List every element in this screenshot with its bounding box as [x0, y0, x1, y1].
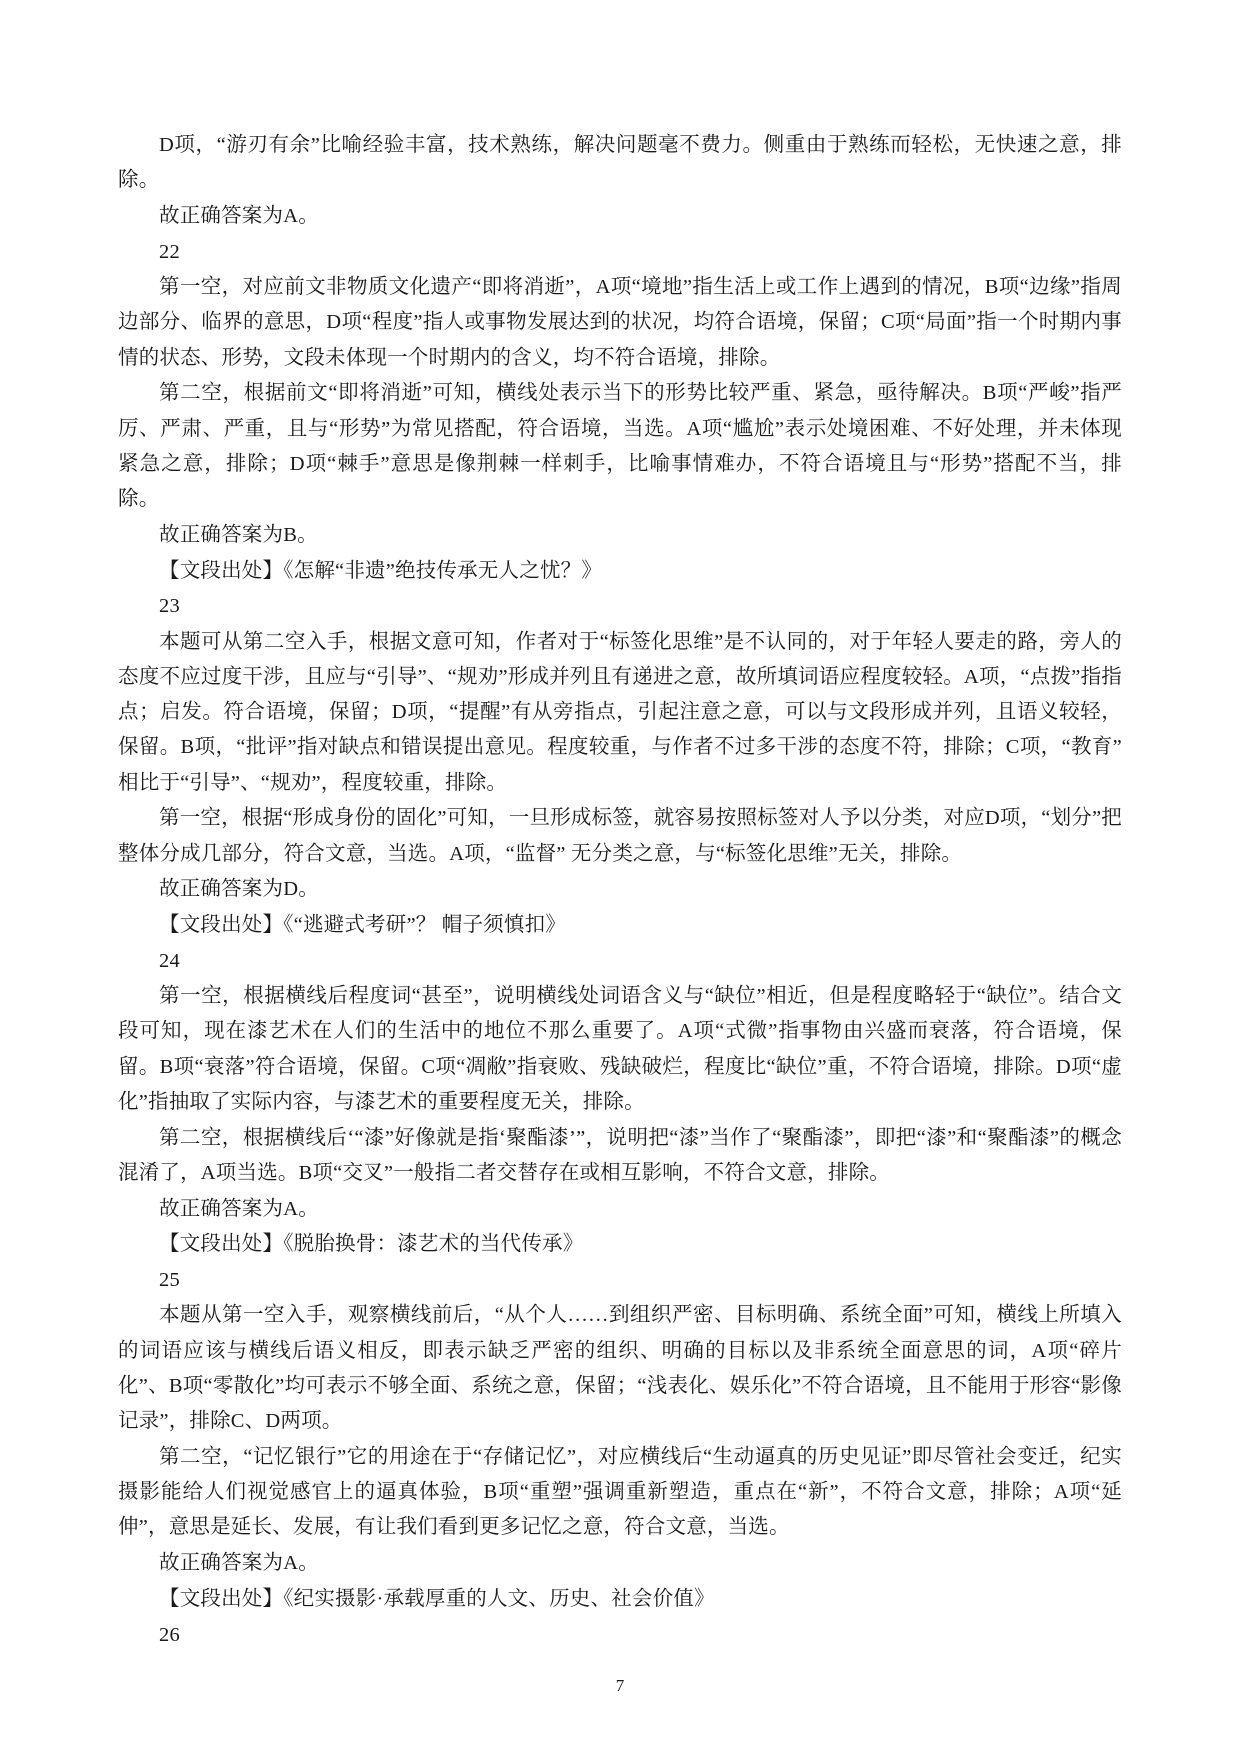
answer-paragraph: 第二空，“记忆银行”它的用途在于“存储记忆”，对应横线后“生动逼真的历史见证”即尽管社会变迁，纪实摄影能给人们视觉感官上的逼真体验，B项“重塑”强调重新塑造，重点在“新”，不符合文意，排除；A项“延伸”，意思是延长、发展，有让我们看到更多记忆之意，符合文意，当选。 — [118, 1445, 1122, 1539]
answer-paragraph: 故正确答案为A。 — [159, 205, 319, 227]
page-number: 7 — [615, 1676, 625, 1695]
document-body — [118, 128, 1122, 1653]
question-number: 26 — [159, 1623, 180, 1646]
source-citation: 【文段出处】《“逃避式考研”？ 帽子须慎扣》 — [159, 914, 566, 936]
answer-paragraph: 故正确答案为A。 — [159, 1552, 319, 1574]
question-number: 22 — [159, 240, 180, 263]
answer-paragraph: 故正确答案为B。 — [159, 523, 318, 546]
answer-paragraph: 第一空，对应前文非物质文化遗产“即将消逝”，A项“境地”指生活上或工作上遇到的情况，B项“边缘”指周边部分、临界的意思，D项“程度”指人或事物发展达到的状况，均符合语境，保留；C项“局面”指一个时期内事情的状态、形势，文段未体现一个时期内的含义，均不符合语境，排除。 — [118, 276, 1122, 369]
answer-paragraph: 本题可从第二空入手，根据文意可知，作者对于“标签化思维”是不认同的，对于年轻人要走的路，旁人的态度不应过度干涉，且应与“引导”、“规劝”形成并列且有递进之意，故所填词语应程度较轻。A项，“点拨”指指点；启发。符合语境，保留；D项，“提醒”有从旁指点，引起注意之意，可以与文段形成并列，且语义较轻，保留。B项，“批评”指对缺点和错误提出意见。程度较重，与作者不过多干涉的态度不符，排除；C项，“教育”相比于“引导”、“规劝”，程度较重，排除。 — [118, 630, 1122, 794]
question-number: 24 — [159, 949, 180, 972]
answer-paragraph: D项，“游刃有余”比喻经验丰富，技术熟练，解决问题毫不费力。侧重由于熟练而轻松，无快速之意，排除。 — [118, 134, 1122, 192]
answer-paragraph: 故正确答案为D。 — [159, 878, 319, 901]
answer-paragraph: 故正确答案为A。 — [159, 1197, 319, 1220]
answer-paragraph: 第二空，根据横线后‘“漆”好像就是指‘聚酯漆’”，说明把“漆”当作了“聚酯漆”，即把“漆”和“聚酯漆”的概念混淆了，A项当选。B项“交叉”一般指二者交替存在或相互影响，不符合文意，排除。 — [118, 1126, 1122, 1184]
source-citation: 【文段出处】《怎解“非遗”绝技传承无人之忧？》 — [159, 559, 603, 582]
answer-paragraph: 本题从第一空入手，观察横线前后，“从个人……到组织严密、目标明确、系统全面”可知，横线上所填入的词语应该与横线后语义相反，即表示缺乏严密的组织、明确的目标以及非系统全面意思的词，A项“碎片化”、B项“零散化”均可表示不够全面、系统之意，保留；“浅表化、娱乐化”不符合语境，且不能用于形容“影像记录”，排除C、D两项。 — [118, 1304, 1122, 1432]
source-citation: 【文段出处】《脱胎换骨：漆艺术的当代传承》 — [159, 1233, 584, 1256]
source-citation: 【文段出处】《纪实摄影·承载厚重的人文、历史、社会价值》 — [159, 1587, 715, 1610]
question-number: 25 — [159, 1269, 180, 1291]
answer-paragraph: 第二空，根据前文“即将消逝”可知，横线处表示当下的形势比较严重、紧急，亟待解决。B项“严峻”指严厉、严肃、严重，且与“形势”为常见搭配，符合语境，当选。A项“尴尬”表示处境困难、不好处理，并未体现紧急之意，排除；D项“棘手”意思是像荆棘一样刺手，比喻事情难办，不符合语境且与“形势”搭配不当，排除。 — [118, 382, 1122, 510]
answer-paragraph: 第一空，根据“形成身份的固化”可知，一旦形成标签，就容易按照标签对人予以分类，对应D项，“划分”把整体分成几部分，符合文意，当选。A项，“监督” 无分类之意，与“标签化思维”无关，排除。 — [118, 807, 1122, 865]
answer-paragraph: 第一空，根据横线后程度词“甚至”，说明横线处词语含义与“缺位”相近，但是程度略轻于“缺位”。结合文段可知，现在漆艺术在人们的生活中的地位不那么重要了。A项“式微”指事物由兴盛而衰落，符合语境，保留。B项“衰落”符合语境，保留。C项“凋敝”指衰败、残缺破烂，程度比“缺位”重，不符合语境，排除。D项“虚化”指抽取了实际内容，与漆艺术的重要程度无关，排除。 — [118, 985, 1122, 1113]
question-number: 23 — [159, 595, 180, 618]
